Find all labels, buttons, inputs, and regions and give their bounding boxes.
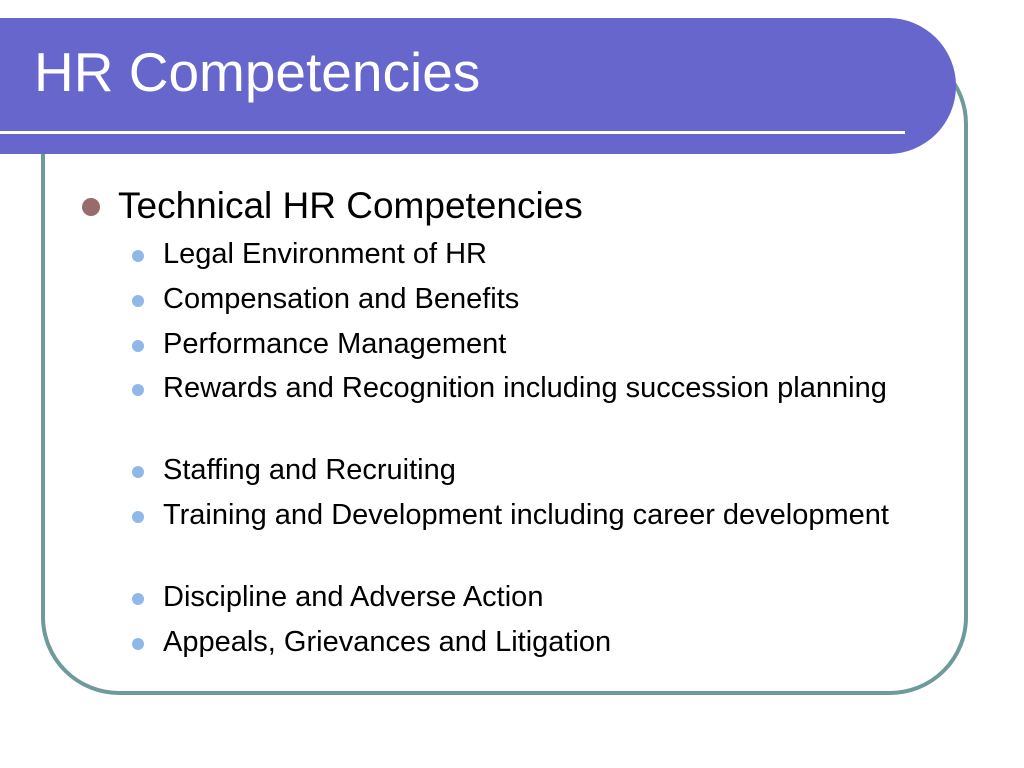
- sub-bullet-dot-icon: [132, 466, 144, 478]
- bullet-dot-icon: [82, 198, 100, 216]
- sub-bullet-dot-icon: [132, 340, 144, 352]
- sub-bullet-text: Staffing and Recruiting: [163, 454, 456, 486]
- sub-bullet-dot-icon: [132, 638, 144, 650]
- sub-bullet-text: Legal Environment of HR: [163, 238, 487, 270]
- sub-bullet-text: Appeals, Grievances and Litigation: [163, 626, 612, 658]
- sub-bullet-text: Training and Development including career development: [163, 499, 889, 531]
- sub-bullet-text: Rewards and Recognition including succession planning: [163, 372, 887, 404]
- sub-bullet-text: Performance Management: [163, 328, 507, 360]
- sub-bullet-text: Discipline and Adverse Action: [163, 581, 544, 613]
- slide-title: HR Competencies: [34, 41, 481, 103]
- sub-bullet-dot-icon: [132, 250, 144, 262]
- sub-bullet-dot-icon: [132, 593, 144, 605]
- sub-bullet-text: Compensation and Benefits: [163, 283, 520, 315]
- bullet-text: Technical HR Competencies: [118, 185, 583, 226]
- sub-bullet-dot-icon: [132, 295, 144, 307]
- sub-bullet-dot-icon: [132, 511, 144, 523]
- sub-bullet-dot-icon: [132, 384, 144, 396]
